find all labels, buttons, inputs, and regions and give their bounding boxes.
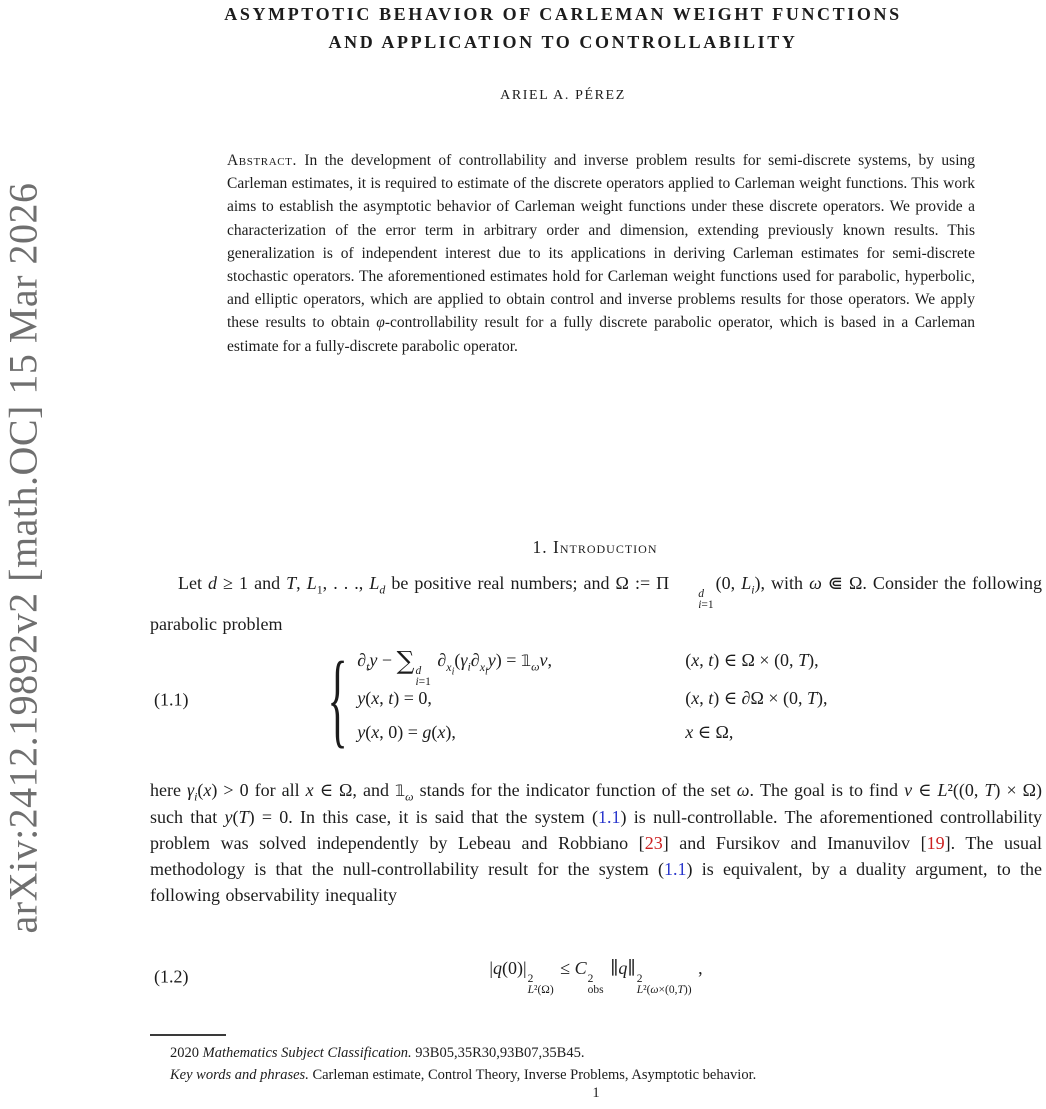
- equation-row: [357, 722, 827, 756]
- equation-1-2: [150, 952, 1042, 1002]
- citation-link[interactable]: 19: [926, 833, 945, 853]
- equation-domain: (x, t) ∈ ∂Ω × (0, T),: [685, 688, 828, 708]
- intro-paragraph-1: Let d ≥ 1 and T, $L_1$, . . ., $L_d$ be positive real numbers; and Ω := Π d i=1 (0, $L_i$), with ω ⋐ Ω. Consider the following parabolic problem: [150, 573, 1043, 634]
- equation-domain: (x, t) ∈ Ω × (0, T),: [685, 650, 819, 670]
- page-number: 1: [592, 1085, 600, 1101]
- equation-domain: x ∈ Ω,: [685, 722, 734, 742]
- equation-row: [357, 644, 827, 688]
- cases-brace: {: [327, 639, 348, 759]
- equation-1-2-label: (1.2): [154, 966, 189, 987]
- footnote-rule: [150, 1034, 226, 1036]
- equation-row: [357, 688, 827, 722]
- equation-lhs: y(x, t) = 0,: [357, 688, 432, 708]
- observability-inequality: |q(0)| 2 L²(Ω) ≤ C 2 obs ∥q∥ 2 L²(ω×(0,T)) ,: [489, 958, 703, 996]
- equation-lhs: y(x, 0) = g(x),: [357, 722, 456, 742]
- equation-1-1-label: (1.1): [154, 689, 189, 710]
- equation-1-1: [150, 639, 1042, 759]
- equation-ref-link[interactable]: 1.1: [598, 807, 621, 827]
- paper-title: [118, 0, 1008, 56]
- equation-ref-link[interactable]: 1.1: [664, 859, 687, 879]
- abstract: [227, 149, 975, 358]
- intro-paragraph-2: here $\gamma_i(x) > 0$ for all x ∈ Ω, and $𝟙_\omega$ stands for the indicator function of the set ω. The goal is to find v ∈ L²((0, T) × Ω) such that y(T) = 0. In this case, it is said that the system (1.1) is null-controllable. The aforementioned controllability problem was solved independently by Lebeau and Robbiano [23] and Fursikov and Imanuvilov [19]. The usual methodology is that the null-controllability result for the system (1.1) is equivalent, by a duality argument, to the following observability inequality: [150, 780, 1043, 905]
- paper-title-line2: AND APPLICATION TO CONTROLLABILITY: [328, 32, 798, 52]
- abstract-label: Abstract.: [227, 152, 297, 169]
- cases-block: [327, 639, 828, 759]
- citation-link[interactable]: 23: [644, 833, 663, 853]
- author-name: ARIEL A. PÉREZ: [500, 88, 626, 103]
- section-heading-introduction: 1. Introduction: [532, 537, 658, 557]
- footnote-msc: 2020 Mathematics Subject Classification. 93B05,35R30,93B07,35B45.: [170, 1045, 585, 1061]
- paper-title-line1: ASYMPTOTIC BEHAVIOR OF CARLEMAN WEIGHT FUNCTIONS: [224, 4, 902, 24]
- equation-lhs: $\partial_ty$ − ∑ d i=1 $\partial_{x_i}(\gamma_i\partial_{x_i}y)$ = $𝟙_\omega v$,: [357, 646, 553, 688]
- arxiv-stamp: arXiv:2412.19892v2 [math.OC] 15 Mar 2026: [0, 182, 46, 934]
- footnote-keywords: Key words and phrases. Carleman estimate, Control Theory, Inverse Problems, Asymptotic behavior.: [170, 1067, 757, 1083]
- abstract-text: In the development of controllability and inverse problem results for semi-discrete systems, by using Carleman estimates, it is required to estimate of the discrete operators applied to Carleman weight functions. This work aims to establish the asymptotic behavior of Carleman weight functions under these discrete operators. We provide a characterization of the error term in arbitrary order and dimension, extending previously known results. This generalization is of independent interest due to its applications in deriving Carleman estimates for semi-discrete stochastic operators. The aforementioned estimates hold for Carleman weight functions used for parabolic, hyperbolic, and elliptic operators, which are applied to obtain control and inverse problems results for those operators. We apply these results to obtain φ-controllability result for a fully discrete parabolic operator, which is based in a Carleman estimate for a fully-discrete parabolic operator.: [227, 152, 975, 355]
